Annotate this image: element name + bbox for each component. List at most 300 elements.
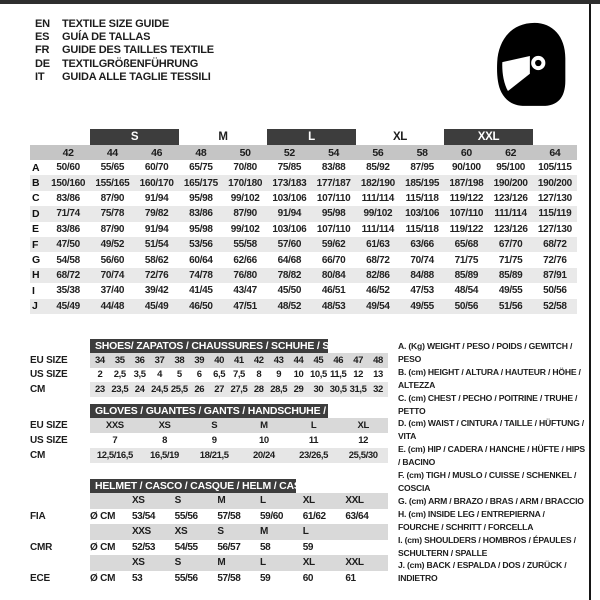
size-value-cell: 27 <box>214 383 224 395</box>
measure-value-cell: 111/114 <box>361 223 395 235</box>
measure-value-cell: 47/51 <box>223 299 267 314</box>
measure-value-cell: 72/76 <box>543 254 567 266</box>
gloves-table-title <box>90 404 368 418</box>
size-group-cell <box>533 129 577 145</box>
helmet-size-table <box>30 479 388 586</box>
helmet-size-cell: XL <box>302 495 315 507</box>
measure-value-cell: 87/91 <box>533 268 577 283</box>
helmet-size-cell: XS <box>132 495 145 507</box>
row-cells <box>90 448 388 463</box>
size-value-cell: 2,5 <box>113 369 126 381</box>
legend-item: E. (cm) HIP / CADERA / HANCHE / HÜFTE / HIPS / BACINO <box>398 444 585 468</box>
measure-value-cell: 95/98 <box>189 223 213 235</box>
measure-value-cell: 127/130 <box>537 192 572 204</box>
table-row <box>30 368 388 383</box>
legend-item: I. (cm) SHOULDERS / HOMBROS / ÉPAULES / SCHULTERN / SPALLE <box>398 534 576 558</box>
row-cells <box>90 368 388 383</box>
size-value-cell: 46 <box>333 354 344 366</box>
helmet-icon <box>486 16 570 110</box>
size-value-cell: 28 <box>253 383 264 395</box>
size-group-cell: L <box>267 129 356 145</box>
row-label: US SIZE <box>30 435 68 446</box>
helmet-size-cell: XXL <box>345 495 364 507</box>
legend-item: C. (cm) CHEST / PECHO / POITRINE / TRUHE / PETTO <box>398 392 578 416</box>
size-value-cell: 6,5 <box>213 369 226 381</box>
size-value-cell: 24,5 <box>151 383 168 395</box>
measure-value-cell: 107/110 <box>444 206 488 221</box>
measure-value-cell: 99/102 <box>230 223 260 235</box>
helmet-size-cell: S <box>174 495 181 507</box>
row-label: EU SIZE <box>30 354 68 366</box>
measure-value-cell: 76/80 <box>223 268 267 283</box>
measure-letter-cell: C <box>32 192 40 205</box>
measure-value-cell: 47/53 <box>410 285 434 297</box>
legend-item: A. (Kg) WEIGHT / PESO / POIDS / GEWITCH / PESO <box>398 341 573 364</box>
measure-value-cell: 45/50 <box>277 285 302 297</box>
measure-value-cell: 165/175 <box>179 175 223 190</box>
size-value-cell: 23,5 <box>111 383 129 395</box>
measure-value-cell: 90/100 <box>451 162 481 174</box>
measure-value-cell: 111/114 <box>361 192 395 204</box>
helmet-size-cell: 55/56 <box>174 510 198 522</box>
size-value-cell: 29 <box>293 383 304 395</box>
measure-value-cell: 185/195 <box>400 175 444 190</box>
measure-value-cell: 155/165 <box>90 175 134 190</box>
size-value-cell: 42 <box>253 354 264 366</box>
size-value-cell: 23/26,5 <box>299 450 328 461</box>
helmet-size-cell: 59 <box>302 541 314 553</box>
measure-value-cell: 46/50 <box>179 299 223 314</box>
size-value-cell: 30 <box>313 383 324 395</box>
helmet-size-cell: 61 <box>345 572 356 584</box>
measure-value-cell: 83/86 <box>179 206 223 221</box>
measure-value-cell: 70/74 <box>410 254 434 266</box>
size-value-cell: 11,5 <box>330 369 347 381</box>
size-value-cell: 2 <box>97 369 103 381</box>
measure-value-cell: 119/122 <box>449 223 484 235</box>
measure-value-cell: 83/86 <box>56 223 80 235</box>
measure-value-cell: 51/54 <box>135 237 179 252</box>
size-value-cell: L <box>310 420 317 431</box>
size-number-cell: 56 <box>356 145 400 160</box>
measure-value-cell: 78/82 <box>267 268 311 283</box>
measure-value-cell: 160/170 <box>135 175 179 190</box>
size-number-cell: 50 <box>223 145 267 160</box>
gloves-table-rows <box>30 418 388 463</box>
measure-value-cell: 79/82 <box>135 206 179 221</box>
measure-value-cell: 60/70 <box>144 162 169 174</box>
size-value-cell: 44 <box>293 354 304 366</box>
measure-value-cell: 177/187 <box>312 175 356 190</box>
measure-value-cell: 37/40 <box>100 285 125 297</box>
legend-item: F. (cm) TIGH / MUSLO / CUISSE / SCHENKEL / COSCIA <box>398 470 577 493</box>
measure-value-cell: 127/130 <box>537 223 572 235</box>
measure-value-cell: 74/78 <box>179 268 223 283</box>
table-row <box>30 493 388 509</box>
size-value-cell: 6 <box>196 369 202 381</box>
measure-value-cell: 190/200 <box>489 175 533 190</box>
size-value-cell: 28,5 <box>270 383 288 395</box>
table-row <box>30 268 577 283</box>
language-code: DE <box>35 57 50 70</box>
helmet-size-cell: S <box>174 557 181 569</box>
helmet-size-cell <box>345 540 388 556</box>
measure-value-cell: 72/76 <box>135 268 179 283</box>
measure-value-cell: 105/115 <box>538 162 572 174</box>
standard-label: ECE <box>30 572 50 584</box>
size-value-cell: 41 <box>234 354 244 366</box>
helmet-size-cell: 54/55 <box>174 541 198 553</box>
size-group-cell <box>46 129 90 145</box>
measure-value-cell: 123/126 <box>493 223 528 235</box>
size-value-cell: 39 <box>194 354 205 366</box>
helmet-size-cell: XS <box>132 557 145 569</box>
language-title-text: GUIDE DES TAILLES TEXTILE <box>62 44 214 57</box>
measure-value-cell: 50/60 <box>56 162 80 174</box>
measure-value-cell: 61/63 <box>356 237 400 252</box>
measure-value-cell: 99/102 <box>230 192 260 204</box>
measure-value-cell: 68/72 <box>533 237 577 252</box>
helmet-size-cell: 52/53 <box>132 541 156 553</box>
helmet-size-cell: 61/62 <box>302 510 326 522</box>
measure-value-cell: 44/48 <box>90 299 134 314</box>
measure-value-cell: 173/183 <box>267 175 311 190</box>
measure-value-cell: 75/78 <box>90 206 134 221</box>
measure-value-cell: 59/62 <box>312 237 356 252</box>
helmet-size-cell: 59 <box>260 572 271 584</box>
helmet-size-cell: S <box>217 526 224 538</box>
measure-value-cell: 60/64 <box>189 254 213 266</box>
shoes-table-title <box>90 339 365 353</box>
measure-value-cell: 91/94 <box>267 206 311 221</box>
row-cells <box>90 433 388 448</box>
diameter-unit-label <box>90 493 132 509</box>
main-table-body <box>30 160 577 314</box>
measure-value-cell: 57/60 <box>267 237 311 252</box>
standard-label: FIA <box>30 510 46 522</box>
measure-value-cell: 49/55 <box>498 285 523 297</box>
helmet-size-cell: M <box>217 557 226 569</box>
measure-value-cell: 70/80 <box>233 162 257 174</box>
measure-value-cell: 63/66 <box>400 237 444 252</box>
size-value-cell: 35 <box>114 354 125 366</box>
legend-item: D. (cm) WAIST / CINTURA / TAILLE / HÜFTUNG / VITA <box>398 418 584 442</box>
measure-value-cell: 115/118 <box>405 192 439 204</box>
measure-value-cell: 80/84 <box>312 268 356 283</box>
helmet-size-cell <box>345 524 388 540</box>
size-value-cell: XS <box>158 420 171 431</box>
row-label: US SIZE <box>30 369 68 381</box>
language-title-row <box>35 71 214 84</box>
measure-value-cell: 103/106 <box>400 206 444 221</box>
measure-value-cell: 56/60 <box>100 254 125 266</box>
table-row <box>30 540 388 556</box>
table-row <box>30 175 577 190</box>
size-value-cell: M <box>260 420 268 431</box>
size-value-cell: 47 <box>353 354 363 366</box>
size-number-cell: 62 <box>489 145 533 160</box>
measure-value-cell: 87/90 <box>100 192 125 204</box>
measure-value-cell: 115/118 <box>405 223 439 235</box>
table-row <box>30 418 388 433</box>
measure-value-cell: 87/95 <box>410 162 434 174</box>
right-border-line <box>589 4 591 600</box>
table-row <box>30 206 577 221</box>
size-value-cell: 10 <box>258 435 269 446</box>
measure-value-cell: 123/126 <box>493 192 528 204</box>
helmet-size-cell: 53/54 <box>132 510 156 522</box>
helmet-table-rows <box>30 493 388 586</box>
measure-value-cell: 55/58 <box>223 237 267 252</box>
size-value-cell: 8 <box>162 435 167 446</box>
measure-value-cell: 95/98 <box>312 206 356 221</box>
measure-value-cell: 55/65 <box>100 162 125 174</box>
size-value-cell: 32 <box>373 383 383 395</box>
size-value-cell: 45 <box>313 354 324 366</box>
row-cells <box>90 493 388 509</box>
size-value-cell: 5 <box>176 369 182 381</box>
measure-value-cell: 70/74 <box>90 268 134 283</box>
language-code: FR <box>35 44 50 57</box>
measure-value-cell: 115/119 <box>533 206 577 221</box>
size-value-cell: 31,5 <box>349 383 367 395</box>
measure-value-cell: 83/86 <box>56 192 80 204</box>
size-number-cell: 58 <box>400 145 444 160</box>
measure-value-cell: 71/74 <box>46 206 90 221</box>
measure-value-cell: 50/56 <box>444 299 488 314</box>
measure-value-cell: 119/122 <box>449 192 484 204</box>
table-row <box>30 283 577 298</box>
table-row <box>30 555 388 571</box>
size-value-cell: 12 <box>353 369 363 381</box>
size-group-cell: M <box>218 131 228 143</box>
measure-value-cell: 62/66 <box>233 254 257 266</box>
measure-value-cell: 82/86 <box>356 268 400 283</box>
language-title-row <box>35 31 214 44</box>
row-cells <box>90 353 388 368</box>
corner-cell <box>30 145 46 160</box>
size-value-cell: 27,5 <box>230 383 248 395</box>
size-number-cell: 46 <box>135 145 179 160</box>
diameter-unit-label <box>90 524 132 540</box>
size-value-cell: 4 <box>157 369 162 381</box>
size-group-cell: XL <box>392 131 408 143</box>
size-value-cell: 43 <box>273 354 284 366</box>
table-row <box>30 571 388 587</box>
measure-value-cell: 95/98 <box>189 192 213 204</box>
measure-value-cell: 50/56 <box>543 285 567 297</box>
language-title-row <box>35 18 214 31</box>
size-number-cell: 48 <box>179 145 223 160</box>
standard-label: CMR <box>30 541 53 553</box>
measure-value-cell: 85/92 <box>366 162 390 174</box>
row-cells <box>90 571 388 587</box>
measure-value-cell: 91/94 <box>144 192 169 204</box>
helmet-size-cell: 55/56 <box>174 572 198 584</box>
measure-value-cell: 170/180 <box>223 175 267 190</box>
size-value-cell: 16,5/19 <box>150 450 179 461</box>
helmet-size-cell: M <box>260 526 268 538</box>
measure-value-cell: 35/38 <box>56 285 80 297</box>
measure-value-cell: 65/75 <box>189 162 213 174</box>
measure-value-cell: 67/70 <box>489 237 533 252</box>
language-title-list <box>35 18 214 84</box>
row-label: CM <box>30 450 46 461</box>
measure-letter-cell: E <box>32 223 39 236</box>
size-value-cell: 26 <box>194 383 205 395</box>
measure-value-cell: 46/52 <box>366 285 390 297</box>
measure-value-cell: 46/51 <box>321 285 346 297</box>
measure-value-cell: 187/198 <box>444 175 488 190</box>
size-value-cell: XL <box>357 420 369 431</box>
measure-value-cell: 52/58 <box>533 299 577 314</box>
size-value-cell: 36 <box>134 354 145 366</box>
measure-value-cell: 111/114 <box>489 206 533 221</box>
size-value-cell: 18/21,5 <box>199 450 229 461</box>
measure-value-cell: 49/54 <box>356 299 400 314</box>
helmet-size-cell: XS <box>174 526 188 538</box>
measure-value-cell: 68/72 <box>46 268 90 283</box>
measure-value-cell: 68/72 <box>366 254 390 266</box>
size-value-cell: 10 <box>293 369 304 381</box>
size-value-cell: 48 <box>373 354 383 366</box>
measure-value-cell: 49/55 <box>400 299 444 314</box>
measure-value-cell: 103/106 <box>272 192 307 204</box>
row-cells <box>90 382 388 397</box>
size-value-cell: S <box>211 420 218 431</box>
measure-value-cell: 87/90 <box>223 206 267 221</box>
row-cells <box>90 524 388 540</box>
measure-value-cell: 99/102 <box>356 206 400 221</box>
size-value-cell: 25,5 <box>170 383 188 395</box>
table-row <box>30 448 388 463</box>
size-value-cell: 7,5 <box>232 369 245 381</box>
diameter-unit-label <box>90 555 132 571</box>
measure-value-cell: 53/56 <box>179 237 223 252</box>
measure-value-cell: 103/106 <box>272 223 307 235</box>
language-code: IT <box>35 70 45 83</box>
table-row <box>30 524 388 540</box>
size-value-cell: 24 <box>134 383 145 395</box>
size-value-cell: 7 <box>112 435 118 446</box>
size-number-cell: 42 <box>46 145 90 160</box>
measure-value-cell: 150/160 <box>46 175 90 190</box>
shoes-table-rows <box>30 353 388 397</box>
helmet-size-cell: L <box>302 526 309 538</box>
table-row <box>30 299 577 314</box>
table-row <box>30 433 388 448</box>
measure-letter-cell: G <box>32 254 40 267</box>
size-value-cell: 23 <box>95 383 105 395</box>
size-value-cell: 9 <box>211 435 217 446</box>
helmet-size-cell: L <box>260 557 266 569</box>
helmet-size-cell: 60 <box>302 572 314 584</box>
measure-value-cell: 66/70 <box>321 254 346 266</box>
size-value-cell: 37 <box>154 354 165 366</box>
diameter-unit-label: Ø CM <box>90 572 116 584</box>
measure-value-cell: 71/75 <box>454 254 479 266</box>
language-code: ES <box>35 31 50 44</box>
measure-value-cell: 39/42 <box>144 285 169 297</box>
helmet-size-cell: XL <box>302 557 315 569</box>
helmet-size-cell: 56/57 <box>217 541 241 553</box>
shoes-size-table <box>30 339 388 397</box>
measure-value-cell: 95/100 <box>496 162 526 174</box>
measure-letter-cell: D <box>30 206 46 221</box>
helmet-size-cell: M <box>217 495 226 507</box>
table-row <box>30 191 577 206</box>
measure-value-cell: 71/75 <box>498 254 523 266</box>
textile-size-table <box>30 129 577 314</box>
measure-value-cell: 45/49 <box>46 299 90 314</box>
table-row <box>30 353 388 368</box>
row-label: EU SIZE <box>30 420 68 431</box>
language-title-text: GUIDA ALLE TAGLIE TESSILI <box>62 70 211 83</box>
helmet-size-cell: 53 <box>132 572 143 584</box>
size-number-cell: 60 <box>444 145 488 160</box>
table-row <box>30 252 577 267</box>
measure-value-cell: 48/53 <box>312 299 356 314</box>
gloves-table-title-text: GLOVES / GUANTES / GANTS / HANDSCHUHE / GUANTI <box>95 405 368 417</box>
size-value-cell: 30,5 <box>329 383 347 395</box>
size-value-cell: 34 <box>95 354 105 366</box>
measure-letter-cell: J <box>30 299 46 314</box>
helmet-table-title-text: HELMET / CASCO / CASQUE / HELM / CASCO <box>95 480 317 492</box>
legend-item: J. (cm) BACK / ESPALDA / DOS / ZURÜCK / INDIETRO <box>398 560 567 584</box>
size-value-cell: 11 <box>308 435 319 446</box>
measure-value-cell: 47/50 <box>46 237 90 252</box>
language-title-row <box>35 44 214 57</box>
language-title-text: TEXTILE SIZE GUIDE <box>62 18 170 30</box>
helmet-table-title <box>90 479 317 493</box>
size-value-cell: 40 <box>214 354 224 366</box>
measure-value-cell: 75/85 <box>277 162 302 174</box>
table-row <box>30 237 577 252</box>
size-group-cell: S <box>90 129 179 145</box>
measure-value-cell: 43/47 <box>233 285 257 297</box>
size-value-cell: 9 <box>276 369 282 381</box>
size-number-row <box>30 145 577 160</box>
row-cells <box>90 555 388 571</box>
helmet-size-cell: L <box>260 495 266 507</box>
size-number-cell: 44 <box>90 145 134 160</box>
legend-item: H. (cm) INSIDE LEG / ENTREPIERNA / FOURCHE / SCHRITT / FORCELLA <box>398 508 545 532</box>
measure-letter-cell: H <box>30 268 46 283</box>
shoes-table-title-text: SHOES/ ZAPATOS / CHAUSSURES / SCHUHE / SCARPE <box>95 340 365 352</box>
table-row <box>30 222 577 237</box>
table-row <box>30 509 388 525</box>
size-value-cell: 20/24 <box>252 450 275 461</box>
standard-label <box>30 493 90 509</box>
measure-value-cell: 54/58 <box>56 254 80 266</box>
measure-value-cell: 48/54 <box>454 285 479 297</box>
size-value-cell: 8 <box>256 369 262 381</box>
gloves-size-table <box>30 404 388 463</box>
size-value-cell: XXS <box>105 420 124 431</box>
measure-value-cell: 107/110 <box>316 223 351 235</box>
helmet-size-cell: 57/58 <box>217 572 241 584</box>
helmet-size-cell: XXS <box>132 526 151 538</box>
size-value-cell: 10,5 <box>309 369 327 381</box>
row-label: CM <box>30 383 46 395</box>
language-title-row <box>35 58 214 71</box>
size-number-cell: 52 <box>267 145 311 160</box>
size-group-cell: XXL <box>444 129 533 145</box>
measure-value-cell: 91/94 <box>144 223 169 235</box>
helmet-size-cell: XXL <box>345 557 364 569</box>
measure-value-cell: 58/62 <box>144 254 169 266</box>
standard-label <box>30 555 90 571</box>
